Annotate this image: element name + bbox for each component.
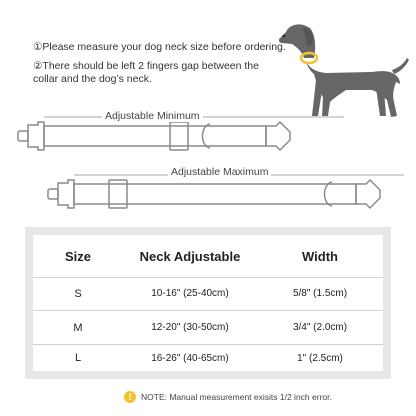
header-neck: Neck Adjustable: [139, 248, 241, 264]
size-chart-frame: [25, 227, 391, 379]
instruction-2: ②There should be left 2 fingers gap between the collar and the dog’s neck.: [33, 60, 259, 85]
buckle-female: [28, 122, 44, 150]
warning-icon: !: [124, 391, 136, 403]
d-ring: [325, 182, 333, 206]
buckle-clip: [48, 189, 58, 199]
size-chart-header: [33, 235, 383, 278]
neck-cell: 16-26" (40-65cm): [151, 352, 229, 364]
size-cell: L: [74, 352, 82, 364]
buckle-male: [356, 180, 380, 208]
header-width: Width: [302, 248, 338, 264]
header-size: Size: [64, 248, 91, 264]
size-cell: M: [73, 321, 83, 334]
d-ring: [203, 124, 211, 148]
collar-strap: [74, 184, 356, 204]
width-cell: 3/4" (2.0cm): [292, 322, 348, 333]
dog-illustration: [276, 18, 411, 123]
collar-strap: [44, 126, 266, 146]
table-row: [33, 345, 383, 371]
size-chart: [33, 235, 383, 371]
collar-maximum-label: Adjustable Maximum: [168, 166, 271, 178]
buckle-clip: [18, 131, 28, 141]
width-cell: 5/8" (1.5cm): [292, 288, 348, 299]
buckle-male: [266, 122, 290, 150]
width-cell: 1" (2.5cm): [297, 352, 343, 364]
dog-silhouette: [279, 24, 409, 117]
table-row: [33, 311, 383, 345]
table-row: [33, 277, 383, 311]
instruction-1: ①Please measure your dog neck size before ordering.: [33, 41, 286, 53]
neck-cell: 12-20" (30-50cm): [151, 322, 229, 333]
size-cell: S: [74, 287, 82, 300]
dog-nose: [283, 35, 286, 38]
note-text: NOTE: Manual measurement exisits 1/2 inch error.: [141, 392, 332, 402]
note: [124, 391, 332, 403]
neck-cell: 10-16" (25-40cm): [151, 288, 229, 299]
collar-minimum-label: Adjustable Minimum: [102, 110, 203, 122]
buckle-female: [58, 180, 74, 208]
